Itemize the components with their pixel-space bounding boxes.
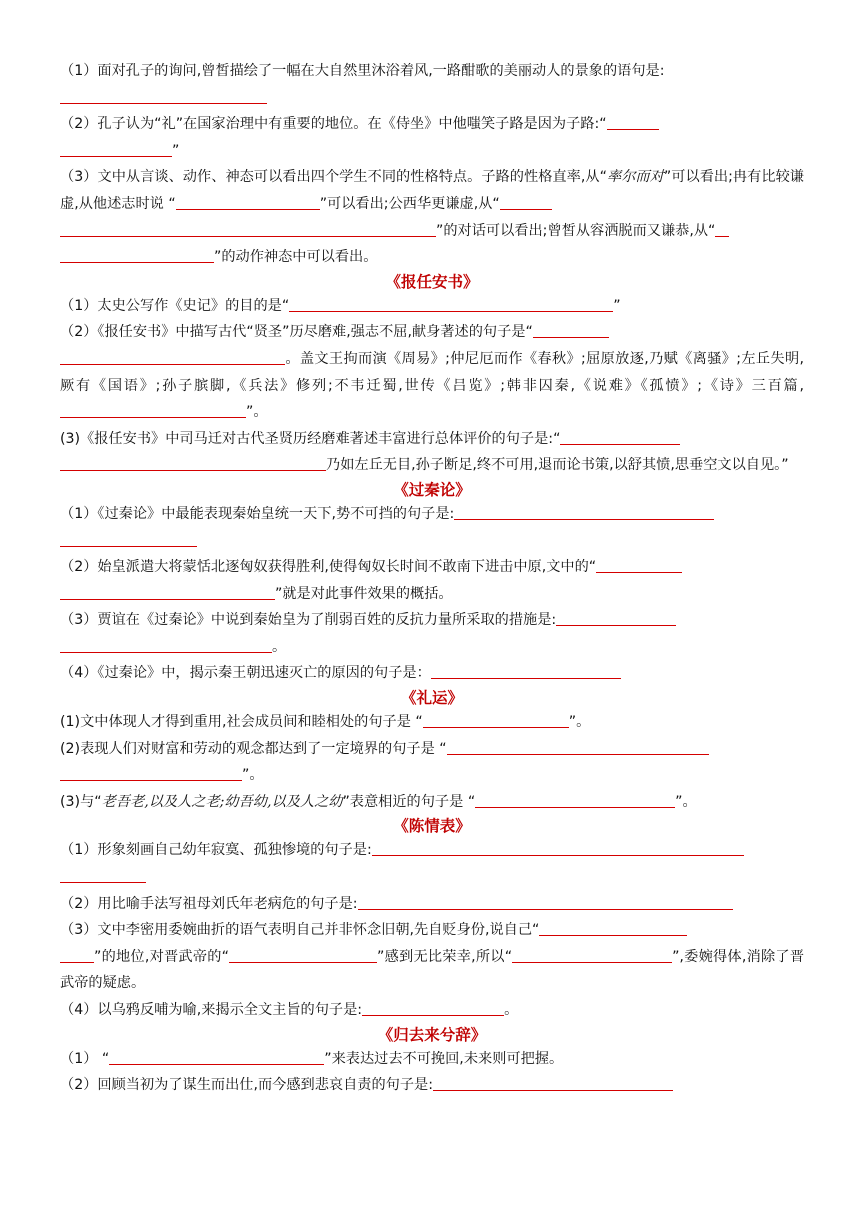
section-title: 《过秦论》 (393, 480, 471, 499)
answer-blank[interactable] (560, 429, 680, 445)
answer-blank[interactable] (423, 712, 569, 728)
answer-blank[interactable] (289, 296, 613, 312)
question-item: （1）《过秦论》中最能表现秦始皇统一天下,势不可挡的句子是: (60, 501, 804, 554)
question-item: (3)与“老吾老,以及人之老;幼吾幼,以及人之幼”表意相近的句子是 “ ”。 (60, 793, 697, 810)
answer-blank[interactable] (109, 1049, 324, 1065)
question-item: (3)《报任安书》中司马迁对古代圣贤历经磨难著述丰富进行总体评价的句子是:“ 乃如左丘无目,孙子断足,终不可用,退而论书策,以舒其愤,思垂空文以自见。” (60, 430, 789, 474)
answer-blank[interactable] (60, 221, 436, 237)
answer-blank[interactable] (556, 610, 676, 626)
section-guoqinlun (60, 479, 804, 687)
question-item: (1)文中体现人才得到重用,社会成员间和睦相处的句子是 “ ”。 (60, 714, 591, 731)
question-item: （2）《报任安书》中描写古代“贤圣”历尽磨难,强志不屈,献身著述的句子是“ 。盖文王拘而演《周易》;仲尼厄而作《春秋》;屈原放逐,乃赋《离骚》;左丘失明,厥有《国语》;孙子膑脚,《兵法》修列;不韦迁蜀,世传《吕览》;韩非囚秦,《说难》《孤愤》;《诗》三百篇,”。 (60, 324, 804, 421)
question-item: （2）用比喻手法写祖母刘氏年老病危的句子是: (60, 891, 804, 918)
answer-blank[interactable] (60, 402, 246, 418)
section-title: 《报任安书》 (385, 272, 479, 291)
answer-blank[interactable] (447, 739, 709, 755)
answer-blank[interactable] (431, 663, 621, 679)
answer-blank[interactable] (500, 194, 552, 210)
section-title: 《归去来兮辞》 (377, 1025, 487, 1044)
answer-blank[interactable] (60, 455, 326, 471)
question-item: （2）回顾当初为了谋生而出仕,而今感到悲哀自责的句子是: (60, 1072, 804, 1099)
answer-blank[interactable] (512, 947, 672, 963)
question-item: (2)表现人们对财富和劳动的观念都达到了一定境界的句子是 “ ”。 (60, 736, 804, 789)
section-liyun (60, 687, 804, 815)
answer-blank[interactable] (60, 141, 172, 157)
question-item: （1）太史公写作《史记》的目的是“ ” (60, 297, 621, 314)
answer-blank[interactable] (229, 947, 377, 963)
answer-blank[interactable] (607, 114, 659, 130)
answer-blank[interactable] (539, 920, 687, 936)
question-item: （2）始皇派遣大将蒙恬北逐匈奴获得胜利,使得匈奴长时间不敢南下进击中原,文中的“ ”就是对此事件效果的概括。 (60, 554, 804, 607)
section-chenqingbiao (60, 815, 804, 1023)
section-baorenanshu (60, 271, 804, 479)
answer-blank[interactable] (60, 531, 197, 547)
answer-blank[interactable] (475, 792, 675, 808)
answer-blank[interactable] (60, 349, 285, 365)
section-title: 《礼运》 (400, 689, 463, 708)
answer-blank[interactable] (358, 894, 733, 910)
answer-blank[interactable] (60, 637, 272, 653)
answer-blank[interactable] (60, 867, 146, 883)
answer-blank[interactable] (60, 584, 275, 600)
section-guiqulaixici (60, 1024, 804, 1099)
answer-blank[interactable] (176, 194, 320, 210)
answer-blank[interactable] (433, 1075, 673, 1091)
answer-blank[interactable] (60, 947, 94, 963)
answer-blank[interactable] (60, 88, 267, 104)
question-item: （1）形象刻画自己幼年寂寞、孤独惨境的句子是: (60, 837, 804, 890)
answer-blank[interactable] (454, 504, 714, 520)
question-item: （3）文中李密用委婉曲折的语气表明自己并非怀念旧朝,先自贬身份,说自己“ ”的地位,对晋武帝的“ ”感到无比荣幸,所以“ ”,委婉得体,消除了晋武帝的疑虑。 (60, 922, 805, 992)
question-item: （4）以乌鸦反哺为喻,来揭示全文主旨的句子是: 。 (60, 1002, 519, 1018)
answer-blank[interactable] (60, 765, 242, 781)
section-title: 《陈情表》 (393, 817, 471, 836)
question-item: （4）《过秦论》中，揭示秦王朝迅速灭亡的原因的句子是： (60, 660, 804, 687)
question-item: （3）文中从言谈、动作、神态可以看出四个学生不同的性格特点。子路的性格直率,从“率尔而对”可以看出;冉有比较谦虚,从他述志时说 “ ”可以看出;公西华更谦虚,从“ ”的对话可以看出;曾皙从容洒脱而又谦恭,从“ ”的动作神态中可以看出。 (60, 169, 804, 266)
question-item: （1）面对孔子的询问,曾皙描绘了一幅在大自然里沐浴着风,一路酣歌的美丽动人的景象的语句是: (60, 58, 804, 111)
answer-blank[interactable] (372, 840, 744, 856)
question-item: （1） “ ”来表达过去不可挽回,未来则可把握。 (60, 1050, 564, 1067)
question-item: （2）孔子认为“礼”在国家治理中有重要的地位。在《侍坐》中他嗤笑子路是因为子路:“ ” (60, 111, 804, 164)
answer-blank[interactable] (715, 221, 729, 237)
answer-blank[interactable] (596, 557, 682, 573)
answer-blank[interactable] (362, 1000, 504, 1016)
document-body (60, 58, 804, 1099)
answer-blank[interactable] (533, 322, 609, 338)
question-item: （3）贾谊在《过秦论》中说到秦始皇为了削弱百姓的反抗力量所采取的措施是: 。 (60, 607, 804, 660)
section-shizuo (60, 58, 804, 271)
answer-blank[interactable] (60, 247, 214, 263)
